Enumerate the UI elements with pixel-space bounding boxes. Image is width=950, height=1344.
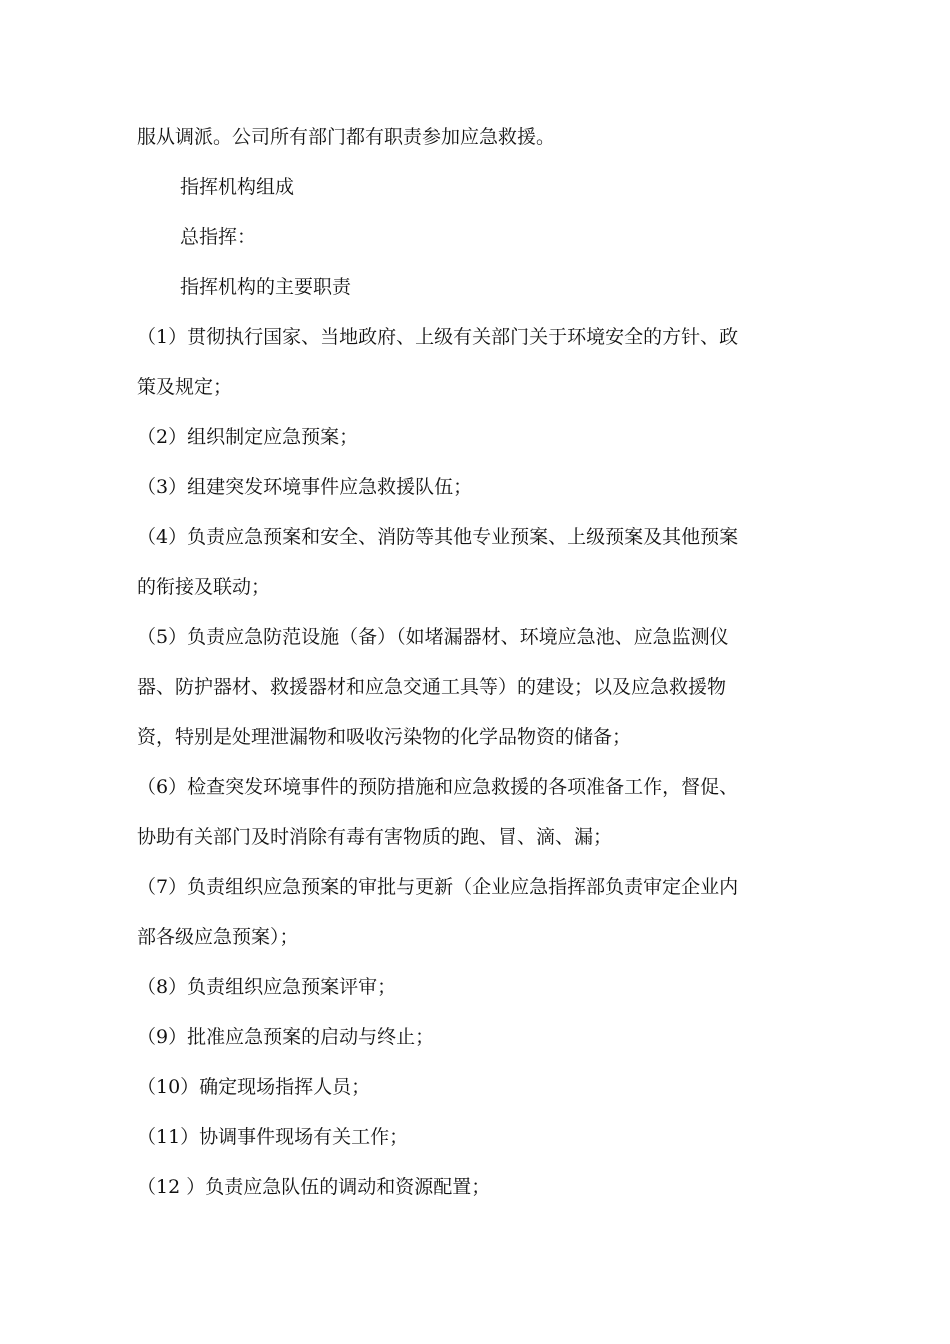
list-item-line: 策及规定； — [137, 376, 233, 398]
list-item-line: （4）负责应急预案和安全、消防等其他专业预案、上级预案及其他预案 — [137, 526, 739, 548]
list-item-line: （7）负责组织应急预案的审批与更新（企业应急指挥部负责审定企业内 — [137, 876, 739, 898]
paragraph-line: 服从调派。公司所有部门都有职责参加应急救援。 — [137, 126, 556, 148]
list-item-line: （3）组建突发环境事件应急救援队伍； — [137, 476, 473, 498]
section-heading: 指挥机构组成 — [180, 176, 295, 198]
list-item-line: （10）确定现场指挥人员； — [137, 1076, 371, 1098]
list-item-line: 资，特别是处理泄漏物和吸收污染物的化学品物资的储备； — [137, 726, 632, 748]
list-item-line: （1）贯彻执行国家、当地政府、上级有关部门关于环境安全的方针、政 — [137, 326, 739, 348]
list-item-line: （5）负责应急防范设施（备）（如堵漏器材、环境应急池、应急监测仪 — [137, 626, 729, 648]
document-body — [137, 112, 827, 1212]
list-item-line: （12 ）负责应急队伍的调动和资源配置； — [137, 1176, 491, 1198]
list-item-line: （2）组织制定应急预案； — [137, 426, 359, 448]
section-heading: 指挥机构的主要职责 — [180, 276, 352, 298]
list-item-line: （6）检查突发环境事件的预防措施和应急救援的各项准备工作，督促、 — [137, 776, 739, 798]
list-item-line: 部各级应急预案）； — [137, 926, 299, 948]
list-item-line: （11）协调事件现场有关工作； — [137, 1126, 409, 1148]
list-item-line: （8）负责组织应急预案评审； — [137, 976, 397, 998]
section-label: 总指挥： — [180, 226, 257, 248]
list-item-line: 协助有关部门及时消除有毒有害物质的跑、冒、滴、漏； — [137, 826, 613, 848]
list-item-line: （9）批准应急预案的启动与终止； — [137, 1026, 435, 1048]
list-item-line: 的衔接及联动； — [137, 576, 271, 598]
list-item-line: 器、防护器材、救援器材和应急交通工具等）的建设；以及应急救援物 — [137, 676, 727, 698]
